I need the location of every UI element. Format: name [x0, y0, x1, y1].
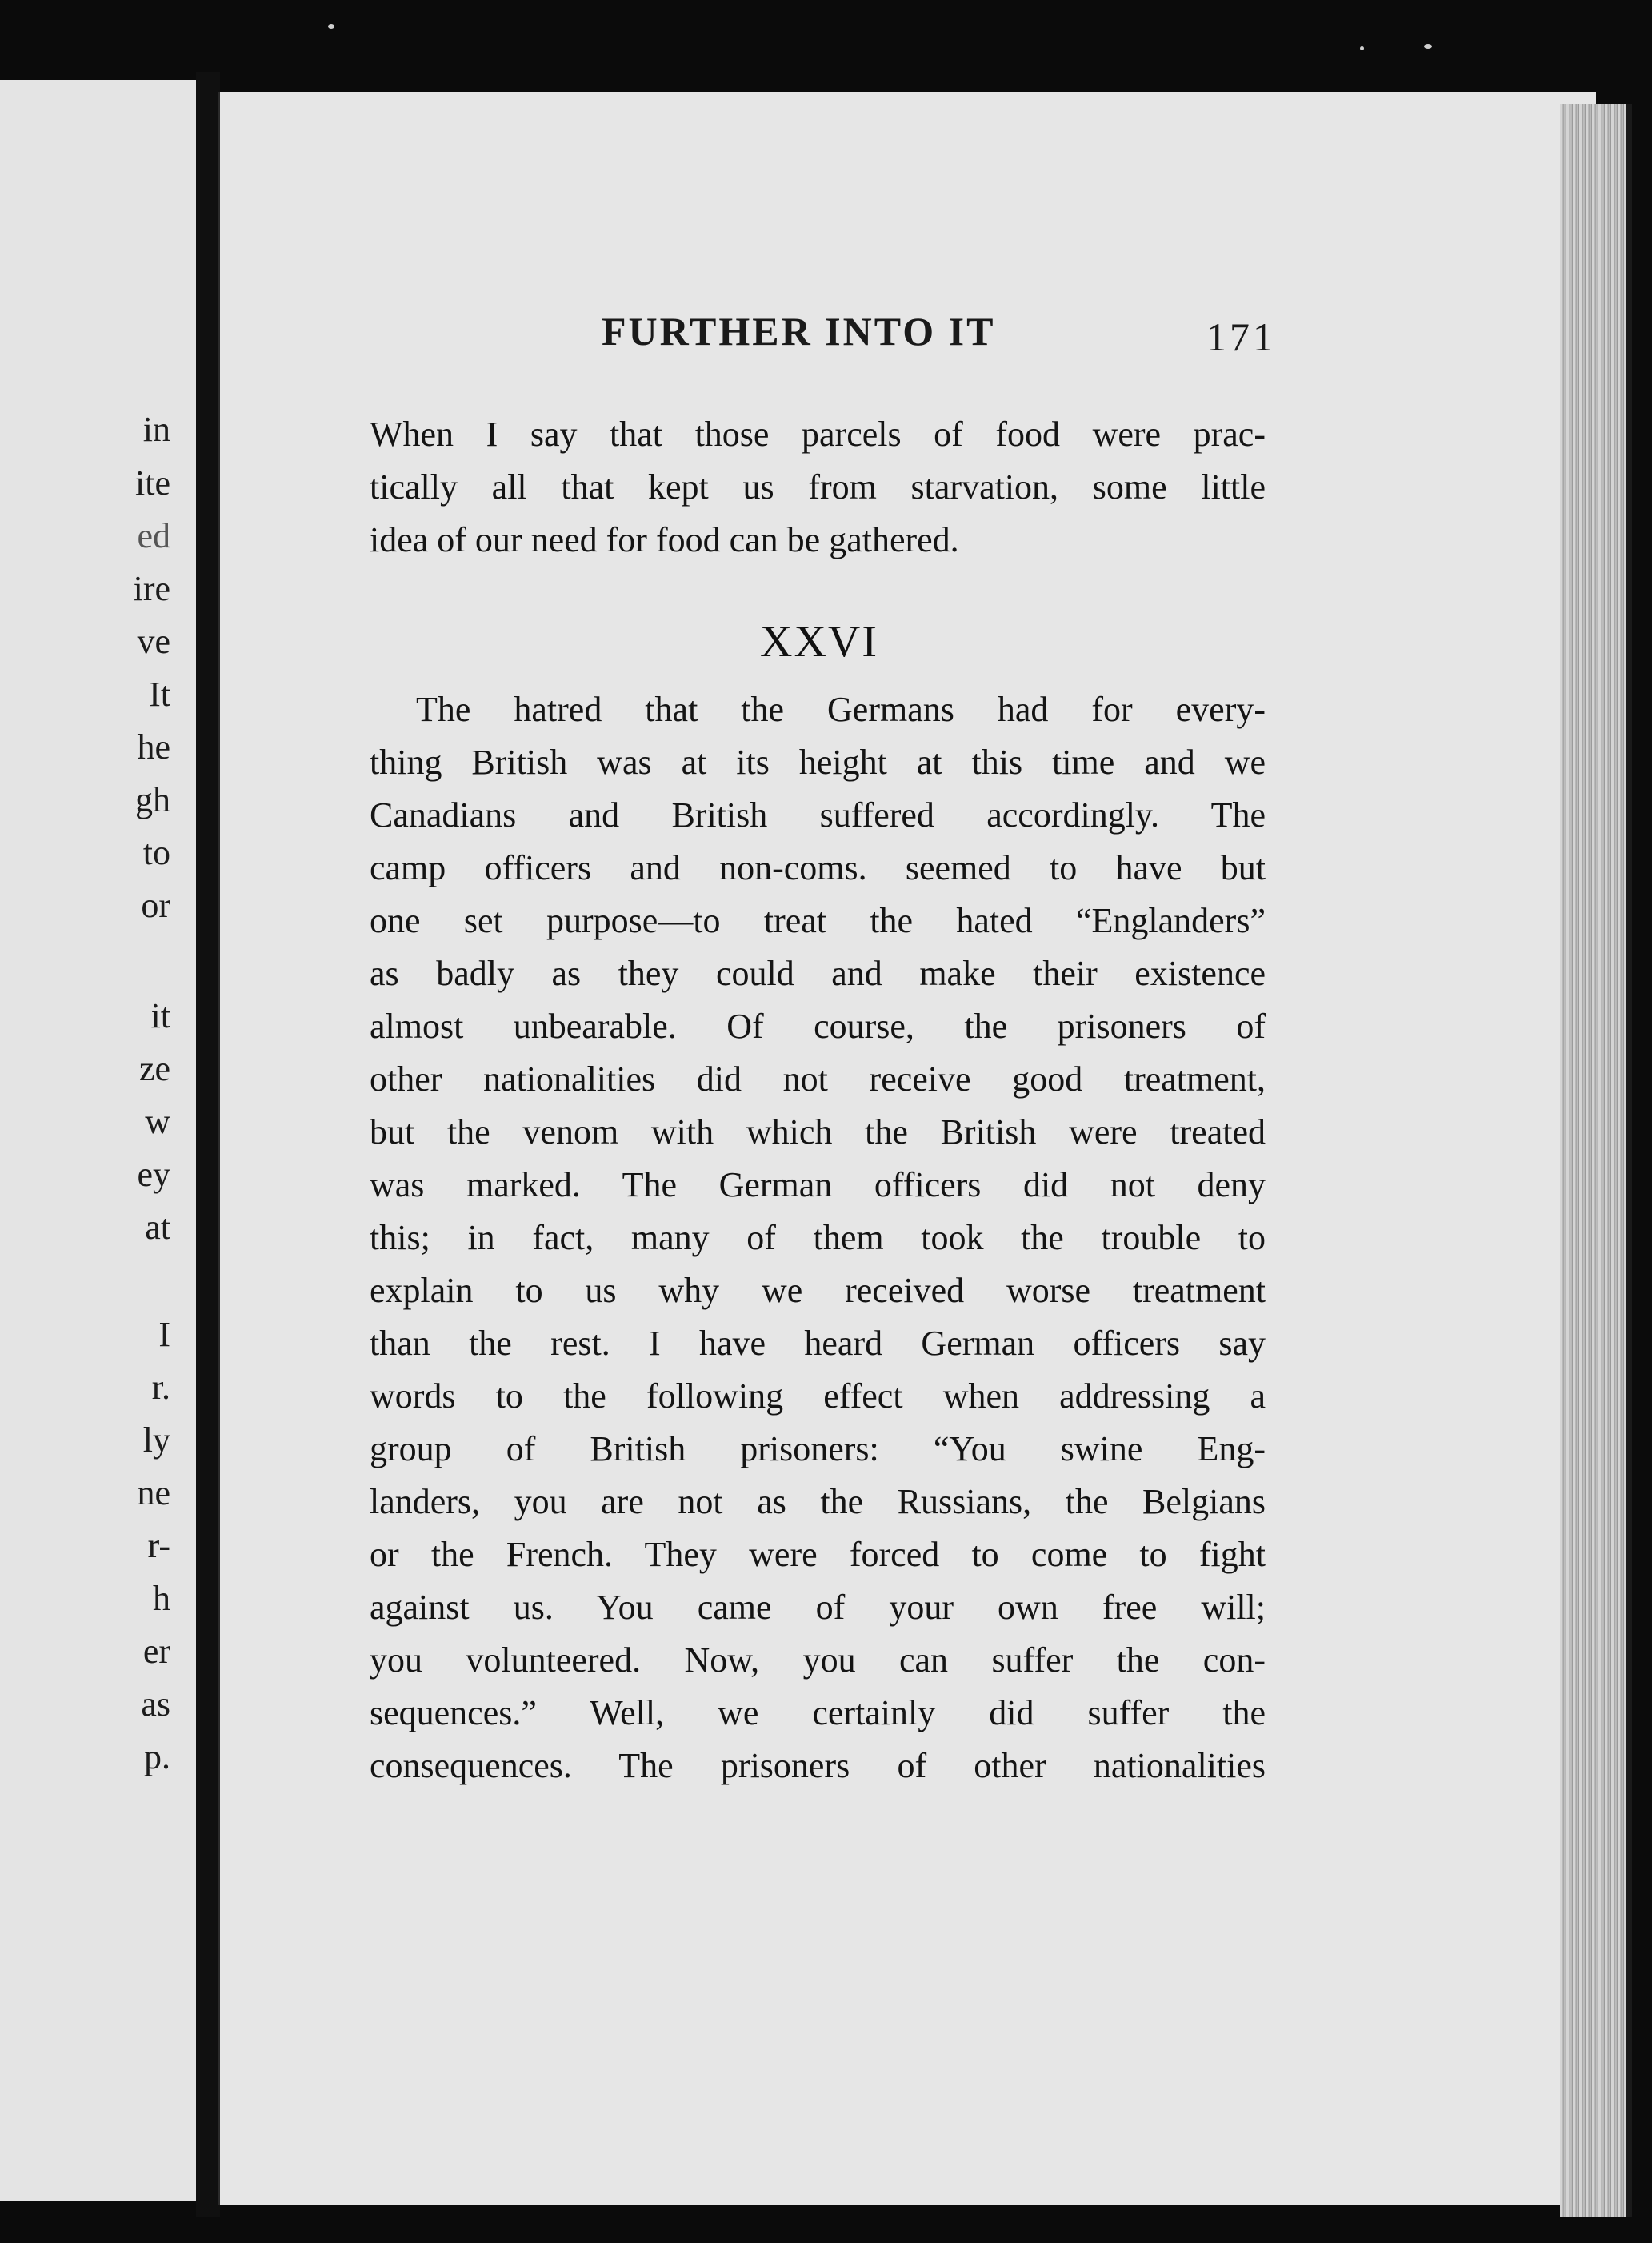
- text-line: sequences.” Well, we certainly did suffer the: [370, 1693, 1266, 1732]
- text-line: Canadians and British suffered accordingly. The: [370, 795, 1266, 835]
- text-line: The hatred that the Germans had for every-: [416, 690, 1266, 729]
- left-page-fragment: er: [142, 1632, 170, 1671]
- text-line: almost unbearable. Of course, the prisoners of: [370, 1007, 1266, 1046]
- text-line: or the French. They were forced to come to fight: [370, 1535, 1266, 1574]
- scan-speck: [1424, 44, 1432, 49]
- left-page-fragment: It: [149, 675, 170, 714]
- page-edge-shadow: [1626, 104, 1632, 2217]
- scan-speck: [1360, 46, 1364, 50]
- scan-speck: [328, 24, 334, 29]
- left-page-fragment: as: [141, 1684, 170, 1724]
- text-line: idea of our need for food can be gathered.: [370, 520, 959, 559]
- left-page-fragment: h: [153, 1579, 170, 1618]
- left-page-fragment: ne: [137, 1473, 170, 1512]
- left-page-fragment: r-: [147, 1526, 170, 1565]
- left-page-fragment: it: [150, 996, 170, 1035]
- running-head: FURTHER INTO IT: [602, 309, 996, 354]
- left-page-fragment: ed: [137, 516, 170, 555]
- left-page-fragment: to: [142, 833, 170, 872]
- left-page-fragment: p.: [144, 1737, 170, 1776]
- left-page: [0, 80, 201, 2201]
- text-line: than the rest. I have heard German officers say: [370, 1324, 1266, 1363]
- left-page-fragment: w: [145, 1102, 170, 1141]
- left-page-fragment: ve: [137, 622, 170, 661]
- text-line: consequences. The prisoners of other nationalities: [370, 1746, 1266, 1785]
- text-line: as badly as they could and make their existence: [370, 954, 1266, 993]
- page-edge: [1560, 104, 1632, 2217]
- text-line: words to the following effect when addressing a: [370, 1376, 1266, 1416]
- text-line: other nationalities did not receive good treatment,: [370, 1059, 1266, 1099]
- left-page-fragment: ite: [135, 463, 170, 503]
- left-page-fragment: he: [137, 727, 170, 767]
- left-page-fragment: I: [158, 1315, 170, 1354]
- text-line: against us. You came of your own free will;: [370, 1588, 1266, 1627]
- text-line: this; in fact, many of them took the trouble to: [370, 1218, 1266, 1257]
- text-line: explain to us why we received worse treatment: [370, 1271, 1266, 1310]
- text-line: When I say that those parcels of food were prac-: [370, 415, 1266, 454]
- text-line: camp officers and non-coms. seemed to have but: [370, 848, 1266, 887]
- text-line: one set purpose—to treat the hated “Englanders”: [370, 901, 1266, 940]
- left-page-fragment: ly: [142, 1420, 170, 1460]
- left-page-fragment: ire: [133, 569, 170, 608]
- text-line: tically all that kept us from starvation, some little: [370, 467, 1266, 507]
- paragraph-2: [370, 683, 1266, 1792]
- text-line: was marked. The German officers did not deny: [370, 1165, 1266, 1204]
- left-page-fragment: in: [142, 410, 170, 449]
- left-page-fragment: gh: [135, 780, 170, 819]
- paragraph-1: [370, 408, 1266, 567]
- left-page-fragment: r.: [151, 1368, 170, 1407]
- left-page-fragment: ey: [137, 1155, 170, 1194]
- text-line: landers, you are not as the Russians, the Belgians: [370, 1482, 1266, 1521]
- text-line: but the venom with which the British were treated: [370, 1112, 1266, 1152]
- left-page-fragment: at: [145, 1208, 170, 1247]
- left-page-fragment: or: [141, 886, 170, 925]
- text-line: thing British was at its height at this time and we: [370, 743, 1266, 782]
- book-gutter: [196, 72, 220, 2217]
- left-page-fragment: ze: [138, 1049, 170, 1088]
- text-line: you volunteered. Now, you can suffer the con-: [370, 1640, 1266, 1680]
- page-number: 171: [1206, 314, 1276, 359]
- text-line: group of British prisoners: “You swine Eng-: [370, 1429, 1266, 1468]
- chapter-heading: XXVI: [760, 617, 878, 667]
